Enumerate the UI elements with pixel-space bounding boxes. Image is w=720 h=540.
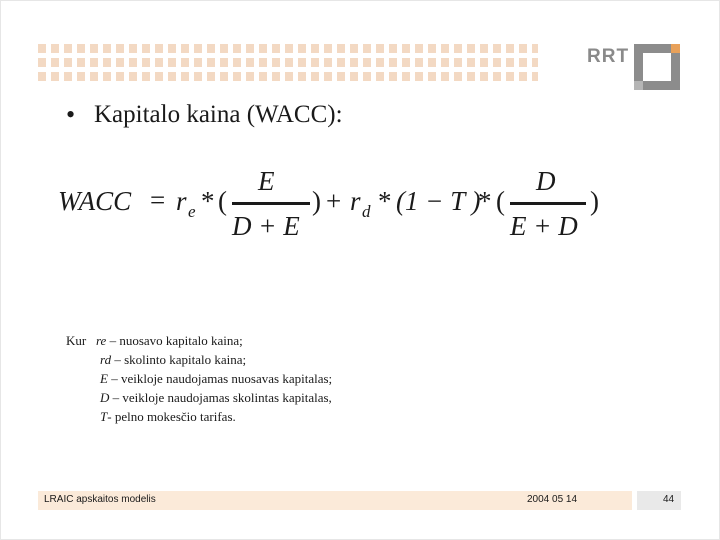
formula-re-subscript: e (188, 202, 196, 221)
formula-numerator-e: E (258, 166, 275, 196)
formula-star: * (378, 186, 392, 216)
definition-text: - pelno mokesčio tarifas. (107, 409, 236, 424)
definition-text: – veikloje naudojamas skolintas kapitalas, (109, 390, 332, 405)
definition-line (66, 331, 332, 350)
definitions-list (66, 331, 332, 426)
footer-title: LRAIC apskaitos modelis (44, 494, 156, 505)
formula-tax-term: (1 − T ) (396, 186, 481, 216)
formula-equals: = (150, 185, 166, 215)
formula-paren: ( (496, 186, 505, 216)
formula-rd-subscript: d (362, 202, 371, 221)
definition-symbol: E (100, 371, 108, 386)
pattern-row (38, 72, 538, 81)
wacc-formula (58, 166, 618, 246)
definition-text: – veikloje naudojamas nuosavas kapitalas; (107, 371, 333, 386)
definition-line (66, 350, 332, 369)
title-bullet: • (66, 100, 76, 129)
footer-date: 2004 05 14 (527, 494, 578, 505)
formula-numerator-d: D (536, 166, 556, 196)
definition-text: – skolinto kapitalo kaina; (111, 352, 247, 367)
definition-text: – nuosavo kapitalo kaina; (106, 333, 243, 348)
pattern-row (38, 44, 538, 53)
logo-text: RRT (587, 46, 630, 67)
formula-star: * (201, 186, 215, 216)
formula-re: r (176, 186, 187, 216)
definition-line (66, 369, 332, 388)
fraction-bar (232, 202, 310, 205)
formula-denominator-de: D + E (232, 211, 300, 241)
slide-title: Kapitalo kaina (WACC): (94, 101, 343, 128)
rrt-square-logo-icon (634, 44, 680, 90)
formula-plus: + (326, 186, 342, 216)
page-number-box (637, 491, 681, 510)
definition-symbol: re (95, 333, 107, 348)
definition-line (66, 388, 332, 407)
formula-star: * (478, 186, 492, 216)
formula-paren: ( (218, 186, 227, 216)
definition-line (66, 407, 332, 426)
fraction-bar (510, 202, 586, 205)
formula-paren: ) (590, 186, 599, 216)
definition-symbol: T (100, 409, 108, 424)
definition-symbol: D (100, 390, 110, 405)
pattern-row (38, 58, 538, 67)
formula-lhs: WACC (58, 186, 132, 216)
formula-paren: ) (312, 186, 321, 216)
definitions-intro: Kur (66, 333, 87, 348)
page-number: 44 (663, 494, 675, 505)
formula-rd: r (350, 186, 361, 216)
formula-denominator-ed: E + D (510, 211, 578, 241)
definition-symbol: rd (100, 352, 112, 367)
